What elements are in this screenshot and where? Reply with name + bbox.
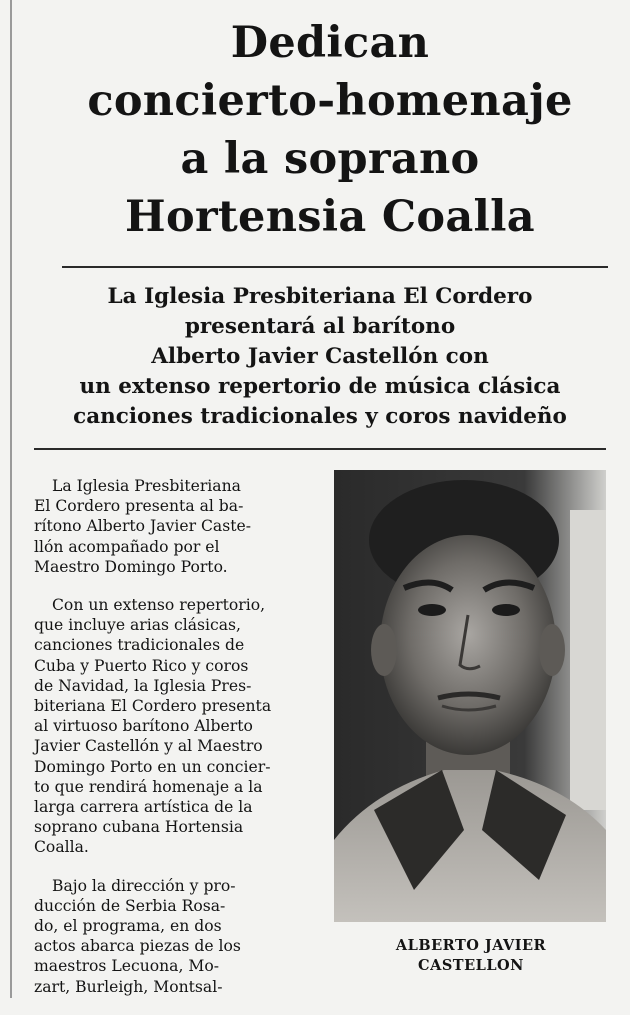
body-line: que incluye arias clásicas, (34, 616, 241, 635)
body-line: to que rendirá homenaje a la (34, 777, 263, 796)
deck-line-2: presentará al barítono (184, 314, 456, 339)
body-line: canciones tradicionales de (34, 636, 245, 655)
body-line: do, el programa, en dos (34, 917, 222, 936)
page-edge-line (10, 0, 12, 998)
body-line: Coalla. (34, 838, 89, 857)
body-line: Javier Castellón y al Maestro (34, 737, 263, 756)
rule-bottom (34, 448, 606, 450)
article-paragraph-2 (34, 595, 292, 858)
body-line: rítono Alberto Javier Caste- (34, 517, 251, 536)
body-line: de Navidad, la Iglesia Pres- (34, 676, 252, 695)
body-line: actos abarca piezas de los (34, 937, 241, 956)
deck-line-5: canciones tradicionales y coros navideño (73, 404, 567, 429)
body-line: Maestro Domingo Porto. (34, 557, 228, 576)
body-line: ducción de Serbia Rosa- (34, 896, 226, 915)
body-line: La Iglesia Presbiteriana (52, 477, 241, 495)
body-line: zart, Burleigh, Montsal- (34, 977, 223, 996)
headline-line-4: Hortensia Coalla (125, 192, 535, 242)
body-line: Domingo Porto en un concier- (34, 757, 271, 776)
headline (40, 14, 620, 246)
deck-line-3: Alberto Javier Castellón con (151, 344, 489, 369)
body-line: larga carrera artística de la (34, 798, 253, 817)
article-body (34, 476, 292, 1015)
body-line: biteriana El Cordero presenta (34, 697, 272, 716)
portrait-photo (334, 470, 606, 922)
caption-line-1: ALBERTO JAVIER (395, 937, 547, 954)
headline-line-1: Dedican (230, 18, 430, 68)
body-line: Cuba y Puerto Rico y coros (34, 656, 249, 675)
body-line: soprano cubana Hortensia (34, 818, 244, 837)
headline-line-2: concierto-homenaje (87, 76, 573, 126)
body-line: Bajo la dirección y pro- (52, 876, 236, 895)
body-line: maestros Lecuona, Mo- (34, 957, 220, 976)
article-paragraph-1 (34, 476, 292, 577)
body-line: llón acompañado por el (34, 537, 220, 556)
portrait-photo-image (334, 470, 606, 922)
deck-subheadline (20, 282, 620, 432)
deck-line-4: un extenso repertorio de música clásica (79, 374, 561, 399)
deck-line-1: La Iglesia Presbiteriana El Cordero (107, 284, 533, 309)
article-paragraph-3 (34, 876, 292, 997)
body-line: Con un extenso repertorio, (52, 596, 266, 615)
rule-top (62, 266, 608, 268)
caption-line-2: CASTELLON (418, 957, 524, 974)
body-line: El Cordero presenta al ba- (34, 497, 244, 516)
body-line: al virtuoso barítono Alberto (34, 717, 253, 736)
headline-line-3: a la soprano (180, 134, 480, 184)
photo-caption (336, 936, 606, 976)
